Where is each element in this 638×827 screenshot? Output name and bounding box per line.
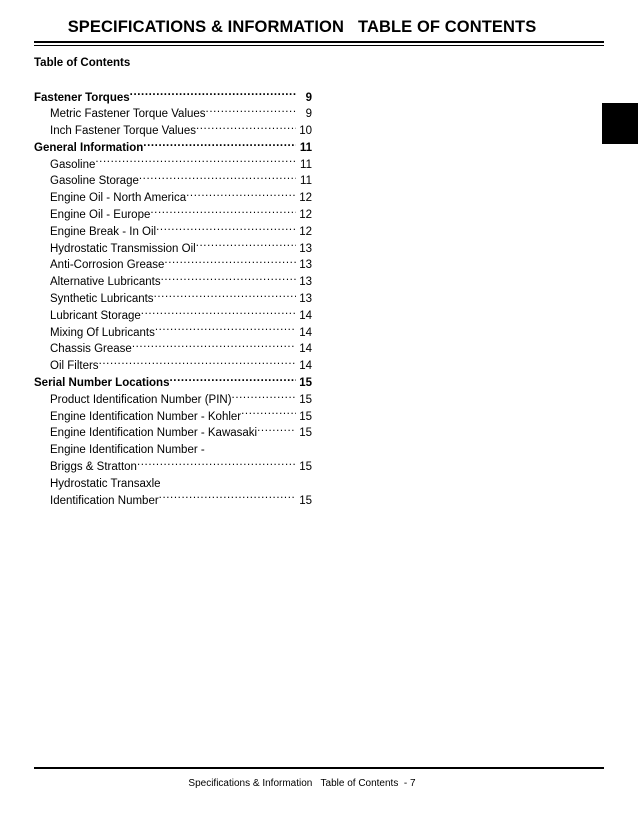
toc-dot-leader: [141, 307, 296, 319]
toc-entry[interactable]: [34, 324, 312, 341]
toc-entry[interactable]: [34, 375, 312, 392]
toc-page-number: 14: [299, 326, 312, 339]
toc-dot-leader: [159, 492, 296, 504]
toc-dot-leader: [205, 442, 296, 454]
toc-entry-title: Fastener Torques: [34, 91, 130, 104]
toc-entry[interactable]: [34, 492, 312, 509]
page-title: SPECIFICATIONS & INFORMATION TABLE OF CONTENTS: [67, 18, 537, 36]
toc-entry[interactable]: [34, 106, 312, 123]
toc-dot-leader: [139, 173, 296, 185]
toc-page-number: 11: [299, 141, 312, 154]
toc-entry[interactable]: [34, 391, 312, 408]
toc-dot-leader: [130, 89, 296, 101]
toc-entry[interactable]: [34, 207, 312, 224]
toc-entry[interactable]: [34, 240, 312, 257]
toc-entry-title: Mixing Of Lubricants: [50, 326, 155, 339]
toc-dot-leader: [232, 391, 296, 403]
toc-entry[interactable]: [34, 190, 312, 207]
toc-page-number: 14: [299, 343, 312, 356]
toc-dot-leader: [137, 459, 296, 471]
toc-page-number: 13: [299, 259, 312, 272]
toc-page-number: 15: [299, 393, 312, 406]
toc-entry-title: Engine Identification Number - Kawasaki: [50, 427, 258, 440]
toc-entry-title: General Information: [34, 141, 144, 154]
toc-page-number: 15: [299, 377, 312, 390]
footer-rule: [34, 767, 604, 769]
toc-page-number: 12: [299, 209, 312, 222]
toc-dot-leader: [143, 139, 296, 151]
header-rule-thin: [34, 45, 604, 46]
toc-page-number: 12: [299, 192, 312, 205]
toc-entry[interactable]: [34, 274, 312, 291]
toc-entry-title: Hydrostatic Transaxle: [50, 477, 161, 490]
toc-entry[interactable]: [34, 257, 312, 274]
toc-dot-leader: [161, 274, 296, 286]
toc-page-number: 13: [299, 276, 312, 289]
toc-page-number: 11: [300, 158, 312, 171]
toc-page-number: 11: [300, 175, 312, 188]
toc-dot-leader: [156, 223, 296, 235]
toc-entry-title: Alternative Lubricants: [50, 276, 161, 289]
toc-page-number: 15: [299, 461, 312, 474]
toc-dot-leader: [257, 425, 296, 437]
toc-entry-title: Chassis Grease: [50, 343, 132, 356]
toc-dot-leader: [196, 123, 296, 135]
toc-entry[interactable]: [34, 123, 312, 140]
toc-entry-title: Identification Number: [50, 494, 159, 507]
toc-page-number: 15: [299, 410, 312, 423]
toc-dot-leader: [155, 324, 296, 336]
toc-entry[interactable]: [34, 139, 312, 156]
toc-entry[interactable]: [34, 459, 312, 476]
toc-page-number: 9: [305, 108, 312, 121]
page-footer: Specifications & Information Table of Contents - 7: [188, 778, 416, 789]
toc-entry-title: Engine Oil - Europe: [50, 209, 151, 222]
toc-entry-title: Serial Number Locations: [34, 377, 170, 390]
toc-dot-leader: [206, 106, 296, 118]
toc-dot-leader: [169, 375, 296, 387]
toc-page-number: 12: [299, 225, 312, 238]
toc-entry[interactable]: [34, 358, 312, 375]
toc-dot-leader: [186, 190, 296, 202]
toc-entry[interactable]: [34, 173, 312, 190]
toc-entry-title: Briggs & Stratton: [50, 461, 137, 474]
toc-entry-title: Anti-Corrosion Grease: [50, 259, 165, 272]
toc-page-number: 9: [305, 91, 312, 104]
toc-page-number: 13: [299, 293, 312, 306]
toc-entry[interactable]: [34, 223, 312, 240]
toc-page-number: 14: [299, 360, 312, 373]
toc-page-number: 13: [299, 242, 312, 255]
toc-entry-title: Lubricant Storage: [50, 309, 141, 322]
toc-entry[interactable]: [34, 408, 312, 425]
toc-entry[interactable]: [34, 89, 312, 106]
toc-entry-title: Synthetic Lubricants: [50, 293, 154, 306]
toc-entry-title: Inch Fastener Torque Values: [50, 125, 196, 138]
toc-entry-title: Engine Oil - North America: [50, 192, 187, 205]
toc-entry[interactable]: [34, 156, 312, 173]
toc-entry-title: Engine Break - In Oil: [50, 225, 157, 238]
toc-entry-title: Hydrostatic Transmission Oil: [50, 242, 196, 255]
toc-entry-title: Oil Filters: [50, 360, 99, 373]
toc-dot-leader: [164, 257, 296, 269]
toc-page-number: 14: [299, 309, 312, 322]
toc-entry-title: Engine Identification Number - Kohler: [50, 410, 242, 423]
toc-dot-leader: [150, 207, 296, 219]
toc-entry[interactable]: [34, 475, 312, 492]
toc-dot-leader: [196, 240, 296, 252]
toc-page-number: 10: [299, 125, 312, 138]
toc-dot-leader: [132, 341, 296, 353]
header-rule-group: [34, 41, 604, 46]
toc-entry[interactable]: [34, 291, 312, 308]
toc-page-number: 15: [299, 427, 312, 440]
toc-entry-title: Product Identification Number (PIN): [50, 393, 232, 406]
table-of-contents-list: [34, 89, 312, 509]
toc-entry[interactable]: [34, 425, 312, 442]
toc-dot-leader: [161, 475, 296, 487]
chapter-tab-marker: [602, 103, 638, 144]
toc-entry[interactable]: [34, 341, 312, 358]
toc-entry[interactable]: [34, 307, 312, 324]
toc-entry-title: Engine Identification Number -: [50, 444, 205, 457]
toc-page-number: 15: [299, 494, 312, 507]
toc-dot-leader: [241, 408, 296, 420]
toc-dot-leader: [95, 156, 296, 168]
toc-entry-title: Metric Fastener Torque Values: [50, 108, 206, 121]
toc-entry[interactable]: [34, 442, 312, 459]
page-header: [0, 18, 604, 37]
toc-entry-title: Gasoline Storage: [50, 175, 139, 188]
toc-dot-leader: [99, 358, 296, 370]
section-heading: Table of Contents: [34, 57, 131, 69]
toc-entry-title: Gasoline: [50, 158, 96, 171]
toc-dot-leader: [154, 291, 296, 303]
